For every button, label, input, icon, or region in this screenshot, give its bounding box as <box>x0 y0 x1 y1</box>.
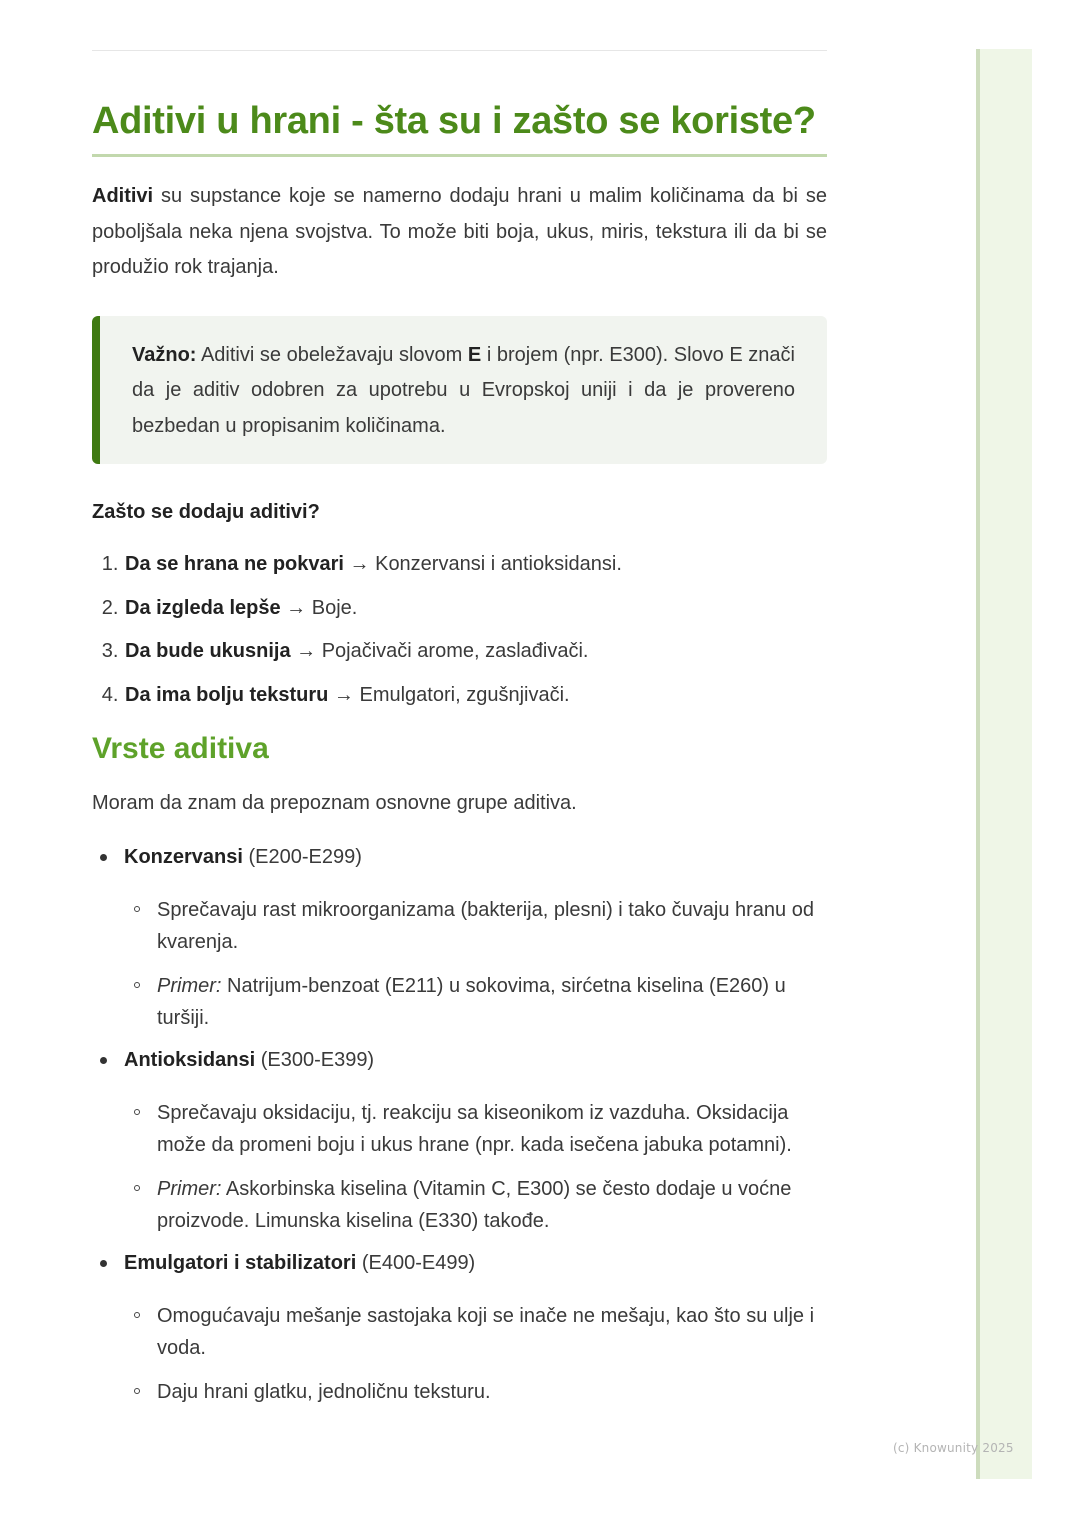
reason-rest: → Konzervansi i antioksidansi. <box>343 553 622 575</box>
group-name: Emulgatori i stabilizatori <box>124 1251 357 1274</box>
list-item <box>124 681 827 709</box>
list-item <box>124 637 827 665</box>
group-name: Antioksidansi <box>124 1048 256 1071</box>
group-name: Konzervansi <box>124 845 243 868</box>
important-callout <box>92 316 827 465</box>
group-range: (E200-E299) <box>242 845 362 868</box>
sub-item-text: Sprečavaju rast mikroorganizama (bakterija, plesni) i tako čuvaju hranu od kvarenja. <box>157 898 814 953</box>
reason-bold: Da ima bolju teksturu <box>125 683 329 706</box>
intro-text: su supstance koje se namerno dodaju hrani u malim količinama da bi se poboljšala neka njena svojstva. To može biti boja, ukus, miris, tekstura ili da bi se produžio rok trajanja. <box>92 185 827 278</box>
group-head <box>124 1046 827 1074</box>
circle-bullet-icon <box>134 1312 140 1318</box>
sub-item <box>157 970 827 1035</box>
callout-text-2: i brojem (npr. E300). Slovo E znači da je aditiv odobren za upotrebu u Evropskoj uniji i da je provereno bezbedan u propisanim količinama. <box>132 343 795 437</box>
bullet-icon <box>100 1057 107 1064</box>
group-sublist <box>124 1300 827 1409</box>
sub-item <box>157 1300 827 1365</box>
group-item <box>124 1249 827 1409</box>
reasons-list <box>92 550 827 709</box>
reason-rest: → Emulgatori, zgušnjivači. <box>328 683 570 706</box>
list-item <box>124 594 827 622</box>
sub-item-prefix: Primer: <box>157 1177 222 1200</box>
callout-text-1: Aditivi se obeležavaju slovom <box>196 343 468 366</box>
sub-item-prefix: Primer: <box>157 974 222 997</box>
group-sublist <box>124 1097 827 1238</box>
circle-bullet-icon <box>134 1109 140 1115</box>
additive-groups-list <box>92 843 827 1409</box>
circle-bullet-icon <box>134 1185 140 1191</box>
copyright-watermark: (c) Knowunity 2025 <box>893 1441 1014 1455</box>
section-lead: Moram da znam da prepoznam osnovne grupe aditiva. <box>92 791 577 814</box>
group-head <box>124 843 827 871</box>
sub-item <box>157 1173 827 1238</box>
reason-bold: Da se hrana ne pokvari <box>125 553 344 575</box>
circle-bullet-icon <box>134 906 140 912</box>
sub-item <box>157 894 827 959</box>
sub-item-text: Natrijum-benzoat (E211) u sokovima, sirćetna kiselina (E260) u turšiji. <box>157 974 786 1029</box>
reason-rest: → Pojačivači arome, zaslađivači. <box>290 640 589 662</box>
page-title: Aditivi u hrani - šta su i zašto se koriste? <box>92 96 827 157</box>
document-body <box>92 96 827 1419</box>
callout-label: Važno: <box>132 343 197 366</box>
side-decoration-strip <box>976 49 1032 1479</box>
section-heading: Vrste aditiva <box>92 731 269 765</box>
group-item <box>124 843 827 1035</box>
reason-rest: → Boje. <box>280 596 358 619</box>
sub-item-text: Daju hrani glatku, jednoličnu teksturu. <box>157 1380 491 1403</box>
group-sublist <box>124 894 827 1035</box>
circle-bullet-icon <box>134 1388 140 1394</box>
group-head <box>124 1249 827 1277</box>
top-divider <box>92 50 827 51</box>
bullet-icon <box>100 1260 107 1267</box>
reason-bold: Da izgleda lepše <box>125 596 281 619</box>
sub-item <box>157 1097 827 1162</box>
bullet-icon <box>100 854 107 861</box>
callout-bold-letter: E <box>467 343 482 366</box>
why-heading: Zašto se dodaju aditivi? <box>92 501 320 523</box>
intro-paragraph <box>92 179 827 286</box>
sub-item-text: Askorbinska kiselina (Vitamin C, E300) se često dodaje u voćne proizvode. Limunska kiselina (E330) takođe. <box>157 1177 792 1232</box>
reason-bold: Da bude ukusnija <box>125 640 291 662</box>
sub-item-text: Omogućavaju mešanje sastojaka koji se inače ne mešaju, kao što su ulje i voda. <box>157 1304 815 1359</box>
circle-bullet-icon <box>134 982 140 988</box>
group-range: (E400-E499) <box>356 1251 476 1274</box>
sub-item-text: Sprečavaju oksidaciju, tj. reakciju sa kiseonikom iz vazduha. Oksidacija može da promeni boju i ukus hrane (npr. kada isečena jabuka potamni). <box>157 1101 792 1156</box>
intro-term: Aditivi <box>92 185 154 207</box>
list-item <box>124 550 827 578</box>
group-range: (E300-E399) <box>255 1048 375 1071</box>
group-item <box>124 1046 827 1238</box>
sub-item <box>157 1376 827 1409</box>
